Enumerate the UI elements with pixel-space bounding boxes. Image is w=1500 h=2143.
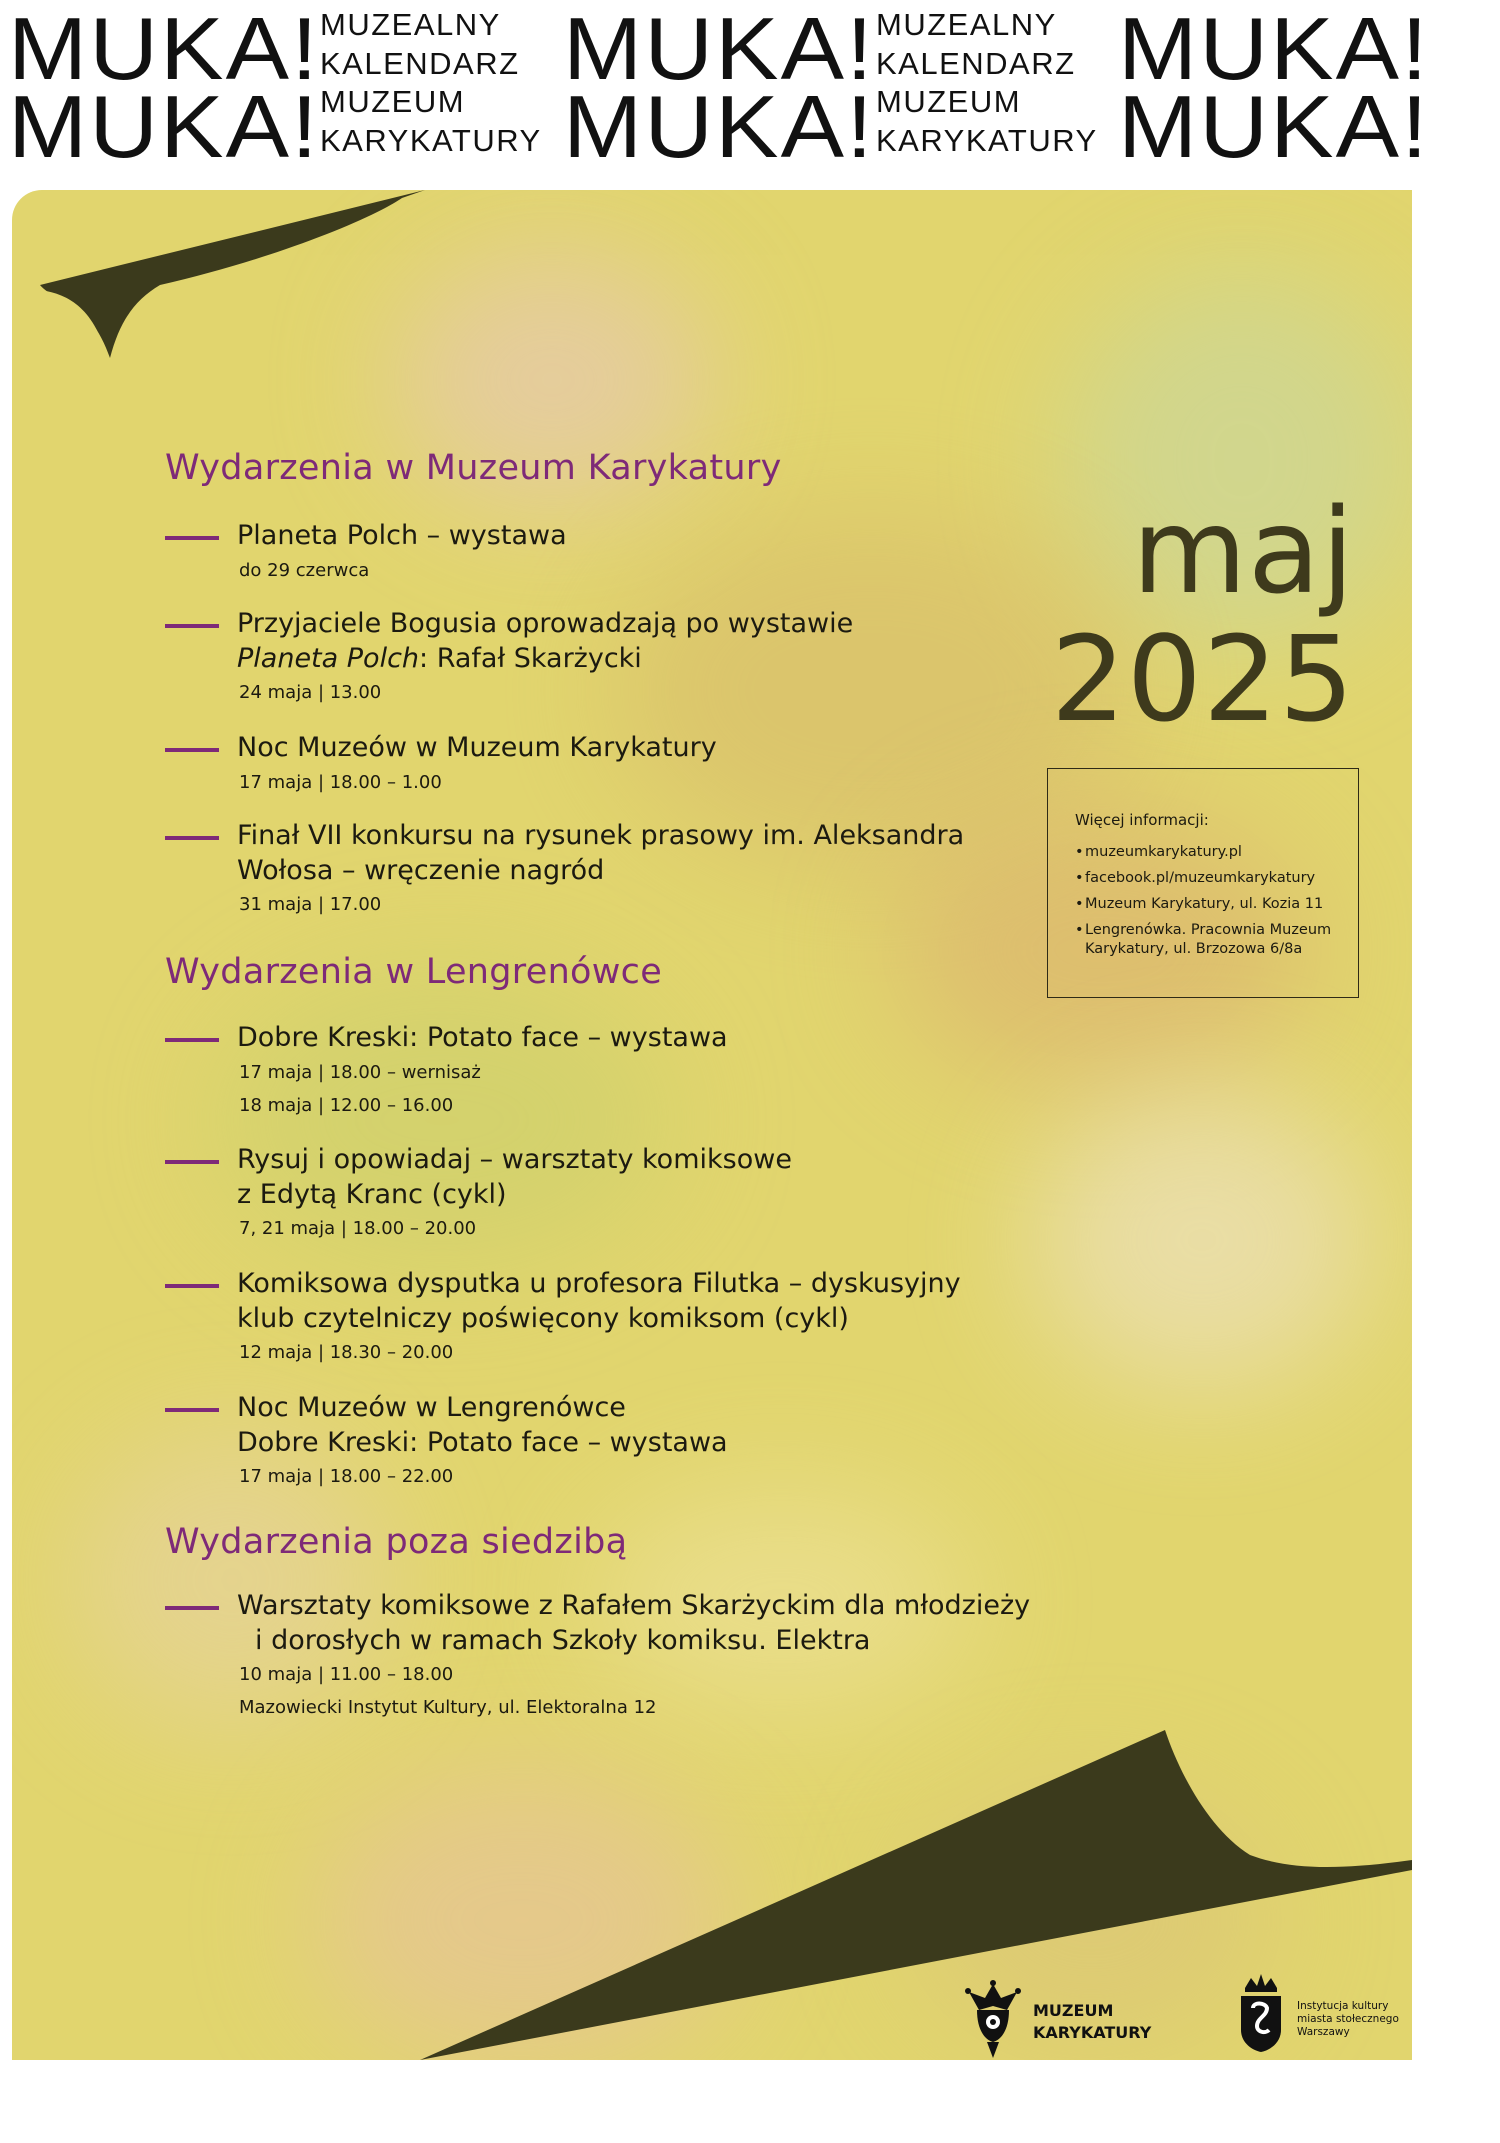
event-date: 24 maja | 13.00 <box>239 682 382 703</box>
event-date: 7, 21 maja | 18.00 – 20.00 <box>239 1218 477 1239</box>
event-title: Komiksowa dysputka u profesora Filutka – dyskusyjny klub czytelniczy poświęcony komiksom (cykl) <box>237 1268 961 1334</box>
event-date: 12 maja | 18.30 – 20.00 <box>239 1342 454 1363</box>
info-address-museum: • Muzeum Karykatury, ul. Kozia 11 <box>1075 895 1355 914</box>
event-dash <box>165 836 219 840</box>
warsaw-logo <box>1237 1970 1417 2060</box>
event-date: 17 maja | 18.00 – 1.00 <box>239 772 442 793</box>
info-address-lengrenowka: • Lengrenówka. Pracownia Muzeum Karykatury, ul. Brzozowa 6/8a <box>1075 921 1355 959</box>
info-list <box>1075 843 1355 966</box>
event-dash <box>165 1408 219 1412</box>
event-dash <box>165 748 219 752</box>
calendar-label-2: MUZEALNY KALENDARZ MUZEUM KARYKATURY <box>876 7 1098 158</box>
warsaw-crest-icon <box>1237 1970 1285 2054</box>
brand-word: MUKA! <box>1118 0 1430 98</box>
brand-word: MUKA! <box>8 77 320 176</box>
event-dash <box>165 1160 219 1164</box>
event-title: Noc Muzeów w Lengrenówce Dobre Kreski: Potato face – wystawa <box>237 1392 728 1458</box>
event-dash <box>165 1284 219 1288</box>
event-dash <box>165 536 219 540</box>
month-heading <box>1050 482 1355 748</box>
event-title: Rysuj i opowiadaj – warsztaty komiksowe z Edytą Kranc (cykl) <box>237 1144 792 1210</box>
info-link-facebook[interactable]: • facebook.pl/muzeumkarykatury <box>1075 869 1355 888</box>
warsaw-logo-text: Instytucja kultury miasta stołecznego Warszawy <box>1297 2000 1399 2038</box>
section-title: Wydarzenia poza siedzibą <box>165 1522 628 1562</box>
museum-logo <box>965 1980 1165 2060</box>
info-box <box>1047 768 1359 998</box>
event-title: Finał VII konkursu na rysunek prasowy im. Aleksandra Wołosa – wręczenie nagród <box>237 820 965 886</box>
event-date: 17 maja | 18.00 – wernisaż <box>239 1062 481 1083</box>
event-date: 18 maja | 12.00 – 16.00 <box>239 1095 454 1116</box>
brand-word: MUKA! <box>8 0 320 98</box>
event-title: Planeta Polch – wystawa <box>237 520 567 551</box>
event-date: 17 maja | 18.00 – 22.00 <box>239 1466 454 1487</box>
brand-word: MUKA! <box>563 0 875 98</box>
event-title: Przyjaciele Bogusia oprowadzają po wystawie Planeta Polch: Rafał Skarżycki <box>237 608 854 674</box>
event-dash <box>165 1038 219 1042</box>
event-title: Warsztaty komiksowe z Rafałem Skarżyckim dla młodzieży i dorosłych w ramach Szkoły komiksu. Elektra <box>237 1590 1031 1656</box>
info-link-website[interactable]: • muzeumkarykatury.pl <box>1075 843 1355 862</box>
info-heading: Więcej informacji: <box>1075 811 1209 829</box>
event-date: do 29 czerwca <box>239 560 370 581</box>
event-title: Noc Muzeów w Muzeum Karykatury <box>237 732 717 763</box>
event-dash <box>165 1606 219 1610</box>
brand-word: MUKA! <box>563 77 875 176</box>
event-title: Dobre Kreski: Potato face – wystawa <box>237 1022 728 1053</box>
brand-word: MUKA! <box>1118 77 1430 176</box>
calendar-label-1: MUZEALNY KALENDARZ MUZEUM KARYKATURY <box>320 7 542 158</box>
event-date: 31 maja | 17.00 <box>239 894 382 915</box>
jester-icon <box>965 1980 1021 2060</box>
month-year: 2025 <box>1050 610 1355 748</box>
month-name: maj <box>1131 482 1355 620</box>
event-date: 10 maja | 11.00 – 18.00 <box>239 1664 454 1685</box>
section-title: Wydarzenia w Muzeum Karykatury <box>165 448 782 488</box>
event-dash <box>165 624 219 628</box>
event-location: Mazowiecki Instytut Kultury, ul. Elektoralna 12 <box>239 1697 657 1718</box>
section-title: Wydarzenia w Lengrenówce <box>165 952 663 992</box>
museum-logo-text: MUZEUM KARYKATURY <box>1033 2001 1152 2042</box>
